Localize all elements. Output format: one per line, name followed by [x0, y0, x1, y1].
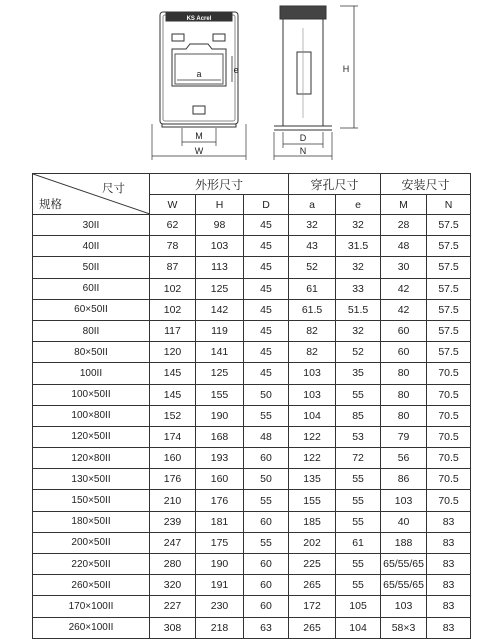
corner-model-label: 规格	[39, 199, 62, 211]
value-cell: 45	[244, 257, 289, 278]
value-cell: 32	[336, 215, 381, 236]
table-row	[33, 575, 471, 596]
table-row	[33, 596, 471, 617]
value-cell: 225	[289, 554, 336, 575]
value-cell: 83	[427, 596, 471, 617]
value-cell: 103	[196, 236, 244, 257]
dim-d-label: D	[299, 133, 307, 143]
value-cell: 55	[244, 490, 289, 511]
value-cell: 55	[244, 405, 289, 426]
table-row	[33, 617, 471, 638]
model-cell: 120×80II	[33, 448, 150, 469]
value-cell: 57.5	[427, 257, 471, 278]
value-cell: 60	[244, 596, 289, 617]
value-cell: 55	[336, 469, 381, 490]
value-cell: 308	[150, 617, 196, 638]
value-cell: 102	[150, 299, 196, 320]
col-header-d: D	[244, 195, 289, 215]
model-cell: 100×80II	[33, 405, 150, 426]
value-cell: 191	[196, 575, 244, 596]
value-cell: 80	[381, 405, 427, 426]
value-cell: 190	[196, 554, 244, 575]
value-cell: 42	[381, 278, 427, 299]
value-cell: 188	[381, 532, 427, 553]
value-cell: 265	[289, 575, 336, 596]
value-cell: 98	[196, 215, 244, 236]
model-cell: 260×50II	[33, 575, 150, 596]
group-header-hole: 穿孔尺寸	[289, 174, 381, 195]
corner-size-label: 尺寸	[102, 183, 125, 195]
value-cell: 57.5	[427, 299, 471, 320]
value-cell: 103	[289, 363, 336, 384]
value-cell: 45	[244, 363, 289, 384]
value-cell: 218	[196, 617, 244, 638]
value-cell: 230	[196, 596, 244, 617]
value-cell: 175	[196, 532, 244, 553]
table-row	[33, 448, 471, 469]
corner-header	[33, 174, 150, 215]
technical-drawing	[0, 0, 500, 170]
value-cell: 174	[150, 426, 196, 447]
table-row	[33, 426, 471, 447]
value-cell: 104	[289, 405, 336, 426]
header-row-groups	[33, 174, 471, 195]
value-cell: 52	[289, 257, 336, 278]
col-header-w: W	[150, 195, 196, 215]
value-cell: 70.5	[427, 469, 471, 490]
col-header-n: N	[427, 195, 471, 215]
value-cell: 60	[244, 575, 289, 596]
value-cell: 72	[336, 448, 381, 469]
dim-a-label: a	[196, 69, 202, 79]
value-cell: 190	[196, 405, 244, 426]
value-cell: 65/55/65	[381, 554, 427, 575]
value-cell: 160	[150, 448, 196, 469]
table-row	[33, 236, 471, 257]
value-cell: 185	[289, 511, 336, 532]
value-cell: 79	[381, 426, 427, 447]
value-cell: 168	[196, 426, 244, 447]
value-cell: 113	[196, 257, 244, 278]
value-cell: 145	[150, 384, 196, 405]
value-cell: 181	[196, 511, 244, 532]
col-header-e: e	[336, 195, 381, 215]
value-cell: 55	[336, 511, 381, 532]
value-cell: 155	[196, 384, 244, 405]
value-cell: 103	[381, 490, 427, 511]
value-cell: 57.5	[427, 342, 471, 363]
value-cell: 53	[336, 426, 381, 447]
model-cell: 220×50II	[33, 554, 150, 575]
value-cell: 60	[381, 320, 427, 341]
value-cell: 61	[336, 532, 381, 553]
value-cell: 78	[150, 236, 196, 257]
value-cell: 50	[244, 469, 289, 490]
group-header-install: 安装尺寸	[381, 174, 471, 195]
value-cell: 56	[381, 448, 427, 469]
model-cell: 60×50II	[33, 299, 150, 320]
value-cell: 82	[289, 320, 336, 341]
value-cell: 45	[244, 236, 289, 257]
value-cell: 142	[196, 299, 244, 320]
model-cell: 100×50II	[33, 384, 150, 405]
model-cell: 50II	[33, 257, 150, 278]
value-cell: 227	[150, 596, 196, 617]
col-header-h: H	[196, 195, 244, 215]
spec-table	[32, 173, 471, 639]
table-row	[33, 469, 471, 490]
value-cell: 83	[427, 532, 471, 553]
table-row	[33, 257, 471, 278]
value-cell: 61	[289, 278, 336, 299]
table-row	[33, 320, 471, 341]
model-cell: 120×50II	[33, 426, 150, 447]
value-cell: 45	[244, 342, 289, 363]
value-cell: 57.5	[427, 278, 471, 299]
value-cell: 83	[427, 511, 471, 532]
value-cell: 87	[150, 257, 196, 278]
side-view	[274, 6, 358, 160]
value-cell: 155	[289, 490, 336, 511]
value-cell: 210	[150, 490, 196, 511]
value-cell: 120	[150, 342, 196, 363]
value-cell: 117	[150, 320, 196, 341]
model-cell: 40II	[33, 236, 150, 257]
value-cell: 31.5	[336, 236, 381, 257]
value-cell: 48	[244, 426, 289, 447]
model-cell: 80×50II	[33, 342, 150, 363]
dim-w-label: W	[194, 146, 204, 156]
value-cell: 193	[196, 448, 244, 469]
dim-e-label: e	[233, 65, 239, 75]
value-cell: 172	[289, 596, 336, 617]
value-cell: 28	[381, 215, 427, 236]
value-cell: 60	[244, 511, 289, 532]
value-cell: 52	[336, 342, 381, 363]
value-cell: 122	[289, 448, 336, 469]
value-cell: 176	[150, 469, 196, 490]
value-cell: 45	[244, 320, 289, 341]
value-cell: 125	[196, 363, 244, 384]
value-cell: 42	[381, 299, 427, 320]
value-cell: 57.5	[427, 215, 471, 236]
table-row	[33, 342, 471, 363]
model-cell: 200×50II	[33, 532, 150, 553]
value-cell: 141	[196, 342, 244, 363]
value-cell: 70.5	[427, 490, 471, 511]
value-cell: 83	[427, 575, 471, 596]
value-cell: 176	[196, 490, 244, 511]
group-header-outline: 外形尺寸	[150, 174, 289, 195]
model-cell: 100II	[33, 363, 150, 384]
value-cell: 35	[336, 363, 381, 384]
model-cell: 180×50II	[33, 511, 150, 532]
value-cell: 45	[244, 299, 289, 320]
value-cell: 43	[289, 236, 336, 257]
value-cell: 280	[150, 554, 196, 575]
value-cell: 102	[150, 278, 196, 299]
table-row	[33, 384, 471, 405]
value-cell: 57.5	[427, 320, 471, 341]
value-cell: 45	[244, 278, 289, 299]
value-cell: 82	[289, 342, 336, 363]
table-row	[33, 299, 471, 320]
value-cell: 320	[150, 575, 196, 596]
value-cell: 55	[336, 575, 381, 596]
value-cell: 125	[196, 278, 244, 299]
table-body	[33, 215, 471, 639]
model-cell: 80II	[33, 320, 150, 341]
value-cell: 145	[150, 363, 196, 384]
value-cell: 104	[336, 617, 381, 638]
value-cell: 239	[150, 511, 196, 532]
value-cell: 202	[289, 532, 336, 553]
value-cell: 60	[381, 342, 427, 363]
value-cell: 83	[427, 554, 471, 575]
value-cell: 152	[150, 405, 196, 426]
value-cell: 58×3	[381, 617, 427, 638]
value-cell: 105	[336, 596, 381, 617]
value-cell: 85	[336, 405, 381, 426]
value-cell: 33	[336, 278, 381, 299]
value-cell: 55	[336, 554, 381, 575]
value-cell: 62	[150, 215, 196, 236]
value-cell: 119	[196, 320, 244, 341]
dim-n-label: N	[299, 146, 307, 156]
value-cell: 32	[336, 320, 381, 341]
model-cell: 130×50II	[33, 469, 150, 490]
value-cell: 55	[244, 532, 289, 553]
model-cell: 170×100II	[33, 596, 150, 617]
value-cell: 122	[289, 426, 336, 447]
dim-m-label: M	[195, 131, 203, 141]
table-row	[33, 490, 471, 511]
value-cell: 55	[336, 384, 381, 405]
value-cell: 247	[150, 532, 196, 553]
value-cell: 45	[244, 215, 289, 236]
value-cell: 70.5	[427, 405, 471, 426]
model-cell: 60II	[33, 278, 150, 299]
value-cell: 80	[381, 363, 427, 384]
value-cell: 51.5	[336, 299, 381, 320]
value-cell: 103	[289, 384, 336, 405]
value-cell: 265	[289, 617, 336, 638]
table-row	[33, 554, 471, 575]
table-row	[33, 405, 471, 426]
brand-text: KS Acrel	[186, 16, 212, 22]
value-cell: 60	[244, 448, 289, 469]
value-cell: 55	[336, 490, 381, 511]
value-cell: 70.5	[427, 426, 471, 447]
value-cell: 135	[289, 469, 336, 490]
value-cell: 103	[381, 596, 427, 617]
value-cell: 40	[381, 511, 427, 532]
value-cell: 70.5	[427, 363, 471, 384]
value-cell: 63	[244, 617, 289, 638]
model-cell: 150×50II	[33, 490, 150, 511]
model-cell: 260×100II	[33, 617, 150, 638]
value-cell: 30	[381, 257, 427, 278]
value-cell: 80	[381, 384, 427, 405]
value-cell: 160	[196, 469, 244, 490]
value-cell: 83	[427, 617, 471, 638]
value-cell: 50	[244, 384, 289, 405]
value-cell: 48	[381, 236, 427, 257]
table-row	[33, 532, 471, 553]
value-cell: 32	[289, 215, 336, 236]
value-cell: 60	[244, 554, 289, 575]
table-row	[33, 278, 471, 299]
dim-h-label: H	[342, 64, 350, 74]
value-cell: 32	[336, 257, 381, 278]
table-row	[33, 511, 471, 532]
col-header-m: M	[381, 195, 427, 215]
model-cell: 30II	[33, 215, 150, 236]
value-cell: 86	[381, 469, 427, 490]
table-row	[33, 215, 471, 236]
value-cell: 61.5	[289, 299, 336, 320]
value-cell: 70.5	[427, 384, 471, 405]
value-cell: 70.5	[427, 448, 471, 469]
value-cell: 57.5	[427, 236, 471, 257]
col-header-a: a	[289, 195, 336, 215]
value-cell: 65/55/65	[381, 575, 427, 596]
table-row	[33, 363, 471, 384]
